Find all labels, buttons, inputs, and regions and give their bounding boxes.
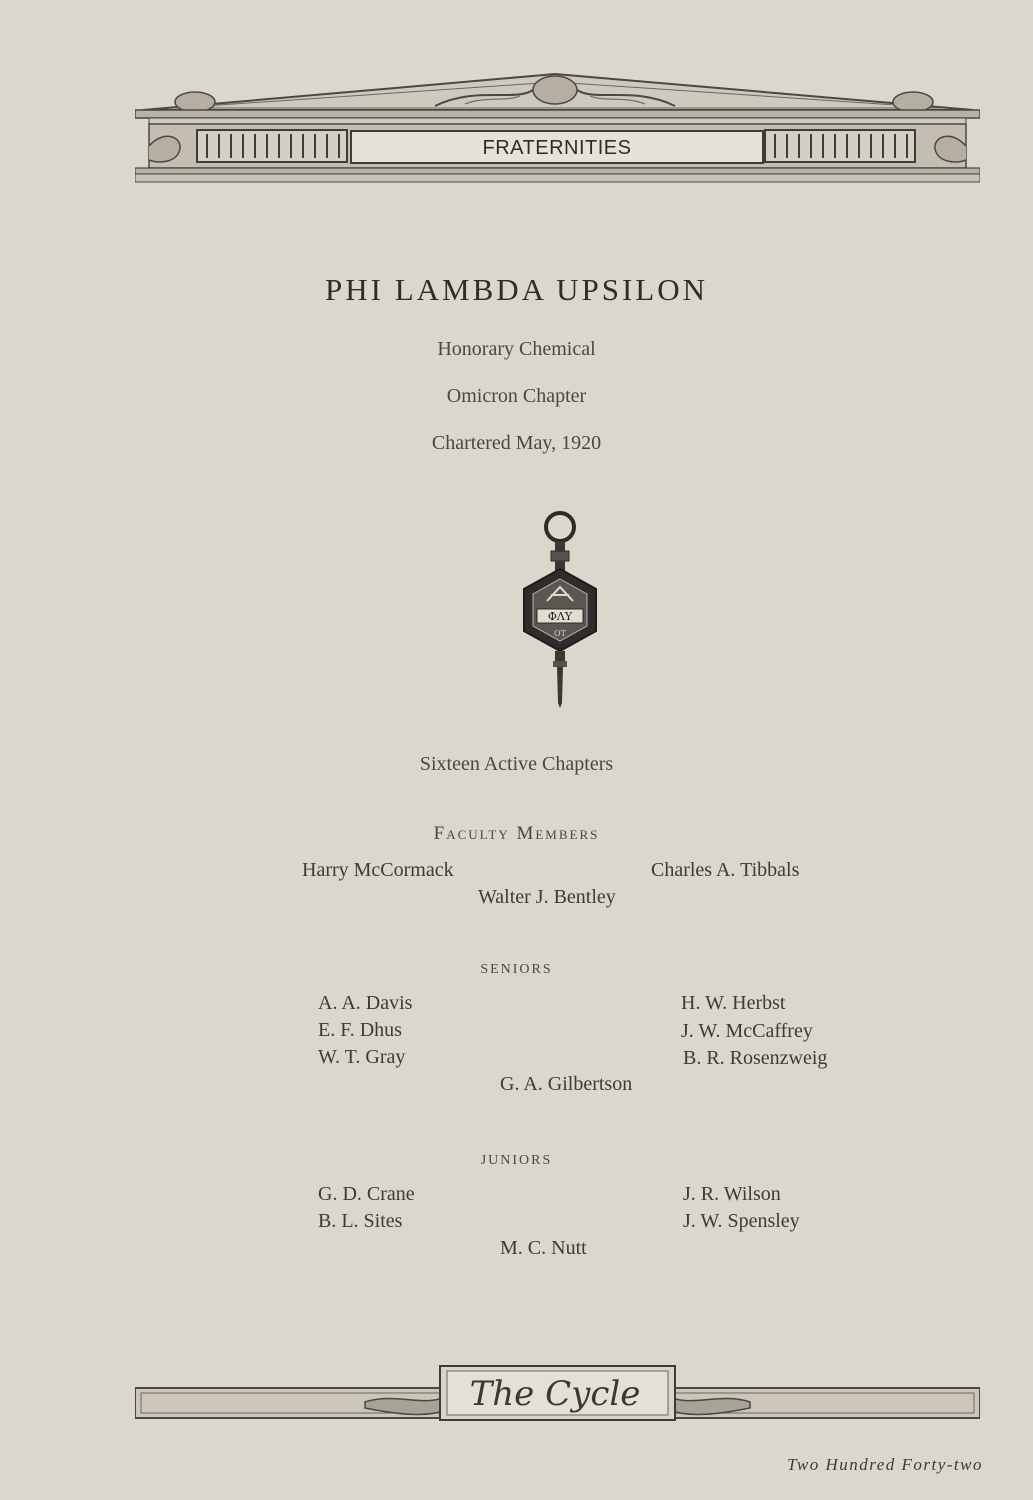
faculty-heading: Faculty Members (433, 823, 600, 844)
page-title: PHI LAMBDA UPSILON (325, 272, 708, 307)
subtitle-chartered: Chartered May, 1920 (431, 432, 602, 454)
senior-name: E. F. Dhus (318, 1019, 402, 1041)
faculty-member-left: Harry McCormack (302, 859, 454, 881)
senior-name-center: G. A. Gilbertson (500, 1073, 633, 1095)
fraternity-key-badge-icon (505, 505, 605, 710)
active-chapters-note: Sixteen Active Chapters (419, 753, 614, 775)
junior-name: J. W. Spensley (683, 1210, 800, 1232)
senior-name: H. W. Herbst (681, 992, 786, 1014)
junior-name: B. L. Sites (318, 1210, 403, 1232)
junior-name: J. R. Wilson (683, 1183, 781, 1205)
badge-inscription: ΦΛΥ (547, 610, 573, 623)
junior-name: G. D. Crane (318, 1183, 415, 1205)
subtitle-chapter: Omicron Chapter (446, 385, 587, 407)
footer-brand-logo: The Cycle (469, 1374, 641, 1414)
juniors-heading: JUNIORS (480, 1153, 553, 1168)
header-ornament (135, 68, 980, 186)
junior-name-center: M. C. Nutt (500, 1237, 587, 1259)
senior-name: J. W. McCaffrey (681, 1020, 813, 1042)
seniors-heading: SENIORS (480, 962, 553, 977)
faculty-member-center: Walter J. Bentley (478, 886, 616, 908)
senior-name: B. R. Rosenzweig (683, 1047, 828, 1069)
section-header-label: FRATERNITIES (482, 137, 632, 159)
page-number: Two Hundred Forty-two (787, 1455, 983, 1474)
senior-name: W. T. Gray (318, 1046, 406, 1068)
badge-chapter: OT (554, 629, 566, 638)
subtitle-type: Honorary Chemical (437, 338, 596, 360)
senior-name: A. A. Davis (318, 992, 413, 1014)
faculty-member-right: Charles A. Tibbals (651, 859, 800, 881)
